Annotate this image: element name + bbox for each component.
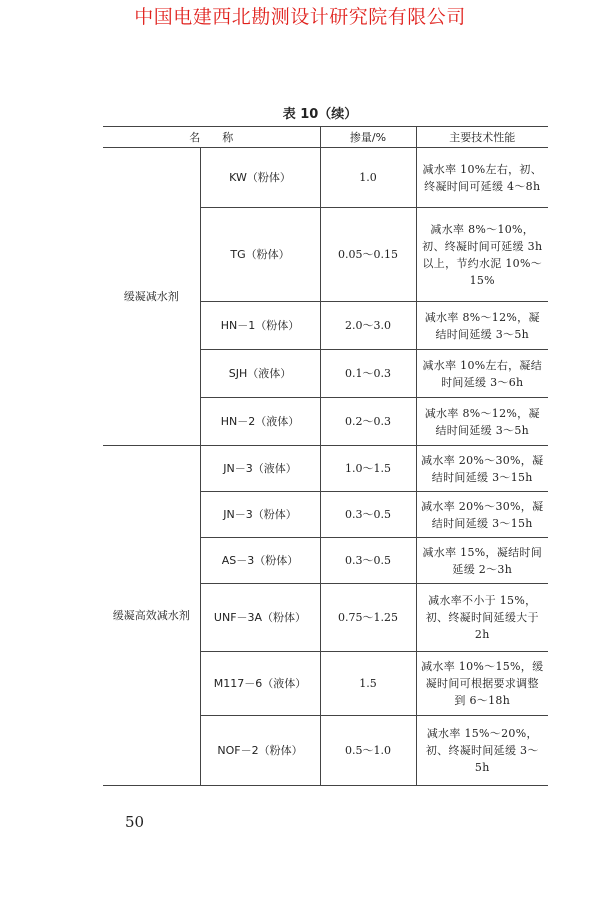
dosage-cell: 1.5 (320, 652, 416, 716)
category-cell: 缓凝减水剂 (103, 148, 200, 446)
dosage-cell: 1.0 (320, 148, 416, 208)
performance-cell: 减水率 8%～10%，初、终凝时间可延缓 3h 以上，节约水泥 10%～15% (416, 208, 548, 302)
performance-cell: 减水率 8%～12%，凝结时间延缓 3～5h (416, 398, 548, 446)
dosage-cell: 0.3～0.5 (320, 538, 416, 584)
name-cell: TG（粉体） (200, 208, 320, 302)
performance-cell: 减水率 20%～30%，凝结时间延缓 3～15h (416, 492, 548, 538)
name-cell: AS－3（粉体） (200, 538, 320, 584)
name-cell: KW（粉体） (200, 148, 320, 208)
performance-cell: 减水率 8%～12%，凝结时间延缓 3～5h (416, 302, 548, 350)
performance-cell: 减水率 15%～20%，初、终凝时间延缓 3～5h (416, 716, 548, 786)
dosage-cell: 0.3～0.5 (320, 492, 416, 538)
table-row (103, 148, 548, 208)
dosage-cell: 0.5～1.0 (320, 716, 416, 786)
name-cell: JN－3（粉体） (200, 492, 320, 538)
admixture-table (103, 126, 548, 786)
dosage-cell: 0.1～0.3 (320, 350, 416, 398)
table-row (103, 446, 548, 492)
header-performance: 主要技术性能 (416, 127, 548, 148)
performance-cell: 减水率不小于 15%，初、终凝时间延缓大于 2h (416, 584, 548, 652)
performance-cell: 减水率 10%～15%，缓凝时间可根据要求调整到 6～18h (416, 652, 548, 716)
performance-cell: 减水率 15%，凝结时间延缓 2～3h (416, 538, 548, 584)
dosage-cell: 0.05～0.15 (320, 208, 416, 302)
table-title: 表 10（续） (282, 107, 358, 122)
dosage-cell: 1.0～1.5 (320, 446, 416, 492)
category-cell: 缓凝高效减水剂 (103, 446, 200, 786)
name-cell: UNF－3A（粉体） (200, 584, 320, 652)
name-cell: NOF－2（粉体） (200, 716, 320, 786)
dosage-cell: 0.2～0.3 (320, 398, 416, 446)
name-cell: HN－2（液体） (200, 398, 320, 446)
header-dosage: 掺量/% (320, 127, 416, 148)
name-cell: M117－6（液体） (200, 652, 320, 716)
performance-cell: 减水率 10%左右，凝结时间延缓 3～6h (416, 350, 548, 398)
header-name: 名 称 (103, 127, 320, 148)
watermark: 中国电建西北勘测设计研究院有限公司 (134, 6, 466, 28)
name-cell: JN－3（液体） (200, 446, 320, 492)
page-number: 50 (125, 813, 145, 831)
name-cell: SJH（液体） (200, 350, 320, 398)
performance-cell: 减水率 20%～30%，凝结时间延缓 3～15h (416, 446, 548, 492)
dosage-cell: 2.0～3.0 (320, 302, 416, 350)
table-header-row (103, 127, 548, 148)
name-cell: HN－1（粉体） (200, 302, 320, 350)
performance-cell: 减水率 10%左右，初、终凝时间可延缓 4～8h (416, 148, 548, 208)
dosage-cell: 0.75～1.25 (320, 584, 416, 652)
